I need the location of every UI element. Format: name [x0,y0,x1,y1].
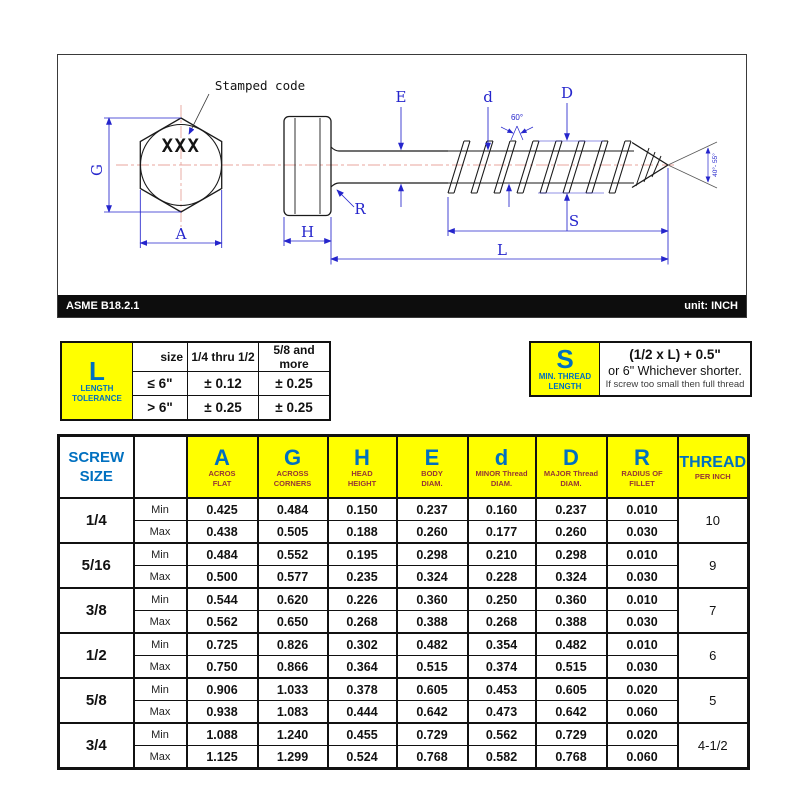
value-cell: 0.650 [258,611,328,634]
tpi-cell: 6 [678,633,749,678]
table-row [59,678,749,701]
column-header-thread: THREAD PER INCH [678,436,749,499]
value-cell: 0.260 [397,521,468,544]
value-cell: 1.125 [187,746,258,769]
value-cell: 0.010 [607,543,678,566]
table-row [59,566,749,589]
table-row [59,521,749,544]
value-cell: 0.455 [328,723,397,746]
value-cell: 0.938 [187,701,258,724]
value-cell: 0.620 [258,588,328,611]
value-cell: 0.484 [258,498,328,521]
stamped-code-label: Stamped code [214,78,306,93]
value-cell: 0.374 [468,656,536,679]
tpi-cell: 5 [678,678,749,723]
table-row [59,723,749,746]
side-view [284,117,448,216]
value-cell: 0.552 [258,543,328,566]
length-tolerance-symbol-cell [61,342,133,420]
standard-bar [58,295,746,317]
table-row [59,633,749,656]
tolerance-cell: ± 0.25 [259,372,331,396]
standard-name: ASME B18.2.1 [66,300,140,312]
column-header-E: E BODY DIAM. [397,436,468,499]
min-label: Min [134,678,187,701]
value-cell: 0.826 [258,633,328,656]
value-cell: 0.473 [468,701,536,724]
table-row [59,498,749,521]
dim-label-R: R [354,200,366,218]
header-row [59,436,749,499]
value-cell: 0.642 [397,701,468,724]
value-cell: 0.354 [468,633,536,656]
value-cell: 0.060 [607,701,678,724]
value-cell: 0.060 [607,746,678,769]
value-cell: 0.866 [258,656,328,679]
table-row [59,701,749,724]
table-row [59,656,749,679]
header-size: size [133,342,188,372]
value-cell: 0.505 [258,521,328,544]
tpi-cell: 4-1/2 [678,723,749,769]
value-cell: 0.906 [187,678,258,701]
value-cell: 0.768 [397,746,468,769]
header-small-range: 1/4 thru 1/2 [188,342,259,372]
value-cell: 0.226 [328,588,397,611]
min-label: Min [134,723,187,746]
value-cell: 0.577 [258,566,328,589]
min-label: Min [134,543,187,566]
value-cell: 0.729 [397,723,468,746]
value-cell: 0.438 [187,521,258,544]
lag-screw-drawing [58,55,746,295]
value-cell: 0.500 [187,566,258,589]
min-label: Min [134,633,187,656]
value-cell: 0.268 [468,611,536,634]
point-angle-label: 40°- 55° [712,153,719,177]
value-cell: 1.083 [258,701,328,724]
value-cell: 0.425 [187,498,258,521]
point-angle-lines [668,142,717,188]
value-cell: 0.360 [536,588,607,611]
value-cell: 1.088 [187,723,258,746]
value-cell: 0.195 [328,543,397,566]
max-label: Max [134,746,187,769]
drawing-panel [57,54,747,318]
max-label: Max [134,611,187,634]
value-cell: 0.444 [328,701,397,724]
value-cell: 0.298 [397,543,468,566]
table-row [59,611,749,634]
thread-length-rule [600,343,750,395]
tpi-cell: 10 [678,498,749,543]
max-label: Max [134,566,187,589]
tpi-cell: 7 [678,588,749,633]
value-cell: 0.605 [397,678,468,701]
min-label: Min [134,588,187,611]
thread-angle-label: 60° [510,113,524,122]
value-cell: 0.544 [187,588,258,611]
value-cell: 0.324 [397,566,468,589]
value-cell: 0.030 [607,611,678,634]
formula: (1/2 x L) + 0.5" [629,347,721,362]
column-header-R: R RADIUS OF FILLET [607,436,678,499]
value-cell: 0.235 [328,566,397,589]
value-cell: 0.562 [468,723,536,746]
value-cell: 0.260 [536,521,607,544]
stamped-code-text: XXX [161,135,201,157]
row-gt6: > 6" [133,396,188,421]
value-cell: 0.388 [536,611,607,634]
value-cell: 0.302 [328,633,397,656]
value-cell: 0.725 [187,633,258,656]
min-thread-length-note [529,341,752,397]
screw-size-cell: 5/16 [59,543,134,588]
value-cell: 1.033 [258,678,328,701]
symbol-S-caption: MIN. THREAD LENGTH [538,371,592,391]
header-large-range: 5/8 and more [259,342,331,372]
row-le6: ≤ 6" [133,372,188,396]
value-cell: 1.299 [258,746,328,769]
screw-size-cell: 1/2 [59,633,134,678]
value-cell: 0.324 [536,566,607,589]
value-cell: 0.515 [536,656,607,679]
empty-header-cell [134,436,187,499]
length-tolerance-table [60,341,331,421]
value-cell: 0.010 [607,633,678,656]
value-cell: 0.642 [536,701,607,724]
value-cell: 0.150 [328,498,397,521]
value-cell: 0.237 [536,498,607,521]
dim-label-A: A [175,225,187,243]
dim-label-E: E [395,88,407,106]
value-cell: 0.030 [607,566,678,589]
dim-label-d: d [483,88,493,106]
tolerance-cell: ± 0.25 [188,396,259,421]
screw-size-header: SCREW SIZE [59,436,134,499]
value-cell: 0.524 [328,746,397,769]
value-cell: 0.237 [397,498,468,521]
value-cell: 0.177 [468,521,536,544]
value-cell: 0.364 [328,656,397,679]
screw-size-cell: 1/4 [59,498,134,543]
table-row [59,543,749,566]
value-cell: 0.010 [607,588,678,611]
column-header-d: d MINOR Thread DIAM. [468,436,536,499]
centerlines [116,105,674,227]
screw-size-cell: 5/8 [59,678,134,723]
value-cell: 0.768 [536,746,607,769]
formula-note: If screw too small then full thread [605,379,745,391]
value-cell: 0.482 [397,633,468,656]
screw-size-cell: 3/4 [59,723,134,769]
tpi-cell: 9 [678,543,749,588]
symbol-L-caption: LENGTH TOLERANCE [72,384,122,403]
value-cell: 0.268 [328,611,397,634]
dim-label-D: D [560,84,574,102]
value-cell: 0.582 [468,746,536,769]
value-cell: 0.298 [536,543,607,566]
dim-label-G: G [88,164,106,176]
dim-label-S: S [568,212,580,230]
value-cell: 0.160 [468,498,536,521]
value-cell: 0.020 [607,723,678,746]
value-cell: 0.482 [536,633,607,656]
value-cell: 0.030 [607,656,678,679]
value-cell: 0.515 [397,656,468,679]
value-cell: 0.228 [468,566,536,589]
max-label: Max [134,656,187,679]
screw-size-cell: 3/8 [59,588,134,633]
column-header-H: H HEAD HEIGHT [328,436,397,499]
value-cell: 0.729 [536,723,607,746]
thread-length-symbol-cell [531,343,600,395]
unit-label: unit: INCH [684,300,738,312]
table-row [59,746,749,769]
value-cell: 0.484 [187,543,258,566]
max-label: Max [134,521,187,544]
formula-alt: or 6" Whichever shorter. [608,363,742,378]
value-cell: 0.750 [187,656,258,679]
dim-label-H: H [300,223,315,241]
table-row [59,588,749,611]
min-label: Min [134,498,187,521]
value-cell: 0.378 [328,678,397,701]
max-label: Max [134,701,187,724]
value-cell: 0.020 [607,678,678,701]
dimensions-table [57,434,750,770]
value-cell: 0.388 [397,611,468,634]
tolerance-cell: ± 0.12 [188,372,259,396]
value-cell: 0.210 [468,543,536,566]
value-cell: 0.360 [397,588,468,611]
column-header-A: A ACROS FLAT [187,436,258,499]
value-cell: 1.240 [258,723,328,746]
value-cell: 0.188 [328,521,397,544]
value-cell: 0.605 [536,678,607,701]
dim-label-L: L [497,241,507,259]
column-header-D: D MAJOR Thread DIAM. [536,436,607,499]
value-cell: 0.010 [607,498,678,521]
value-cell: 0.030 [607,521,678,544]
symbol-S: S [556,343,574,374]
column-header-G: G ACROSS CORNERS [258,436,328,499]
tolerance-cell: ± 0.25 [259,396,331,421]
screw-threads [448,141,668,193]
value-cell: 0.453 [468,678,536,701]
symbol-L: L [89,356,105,386]
value-cell: 0.250 [468,588,536,611]
value-cell: 0.562 [187,611,258,634]
